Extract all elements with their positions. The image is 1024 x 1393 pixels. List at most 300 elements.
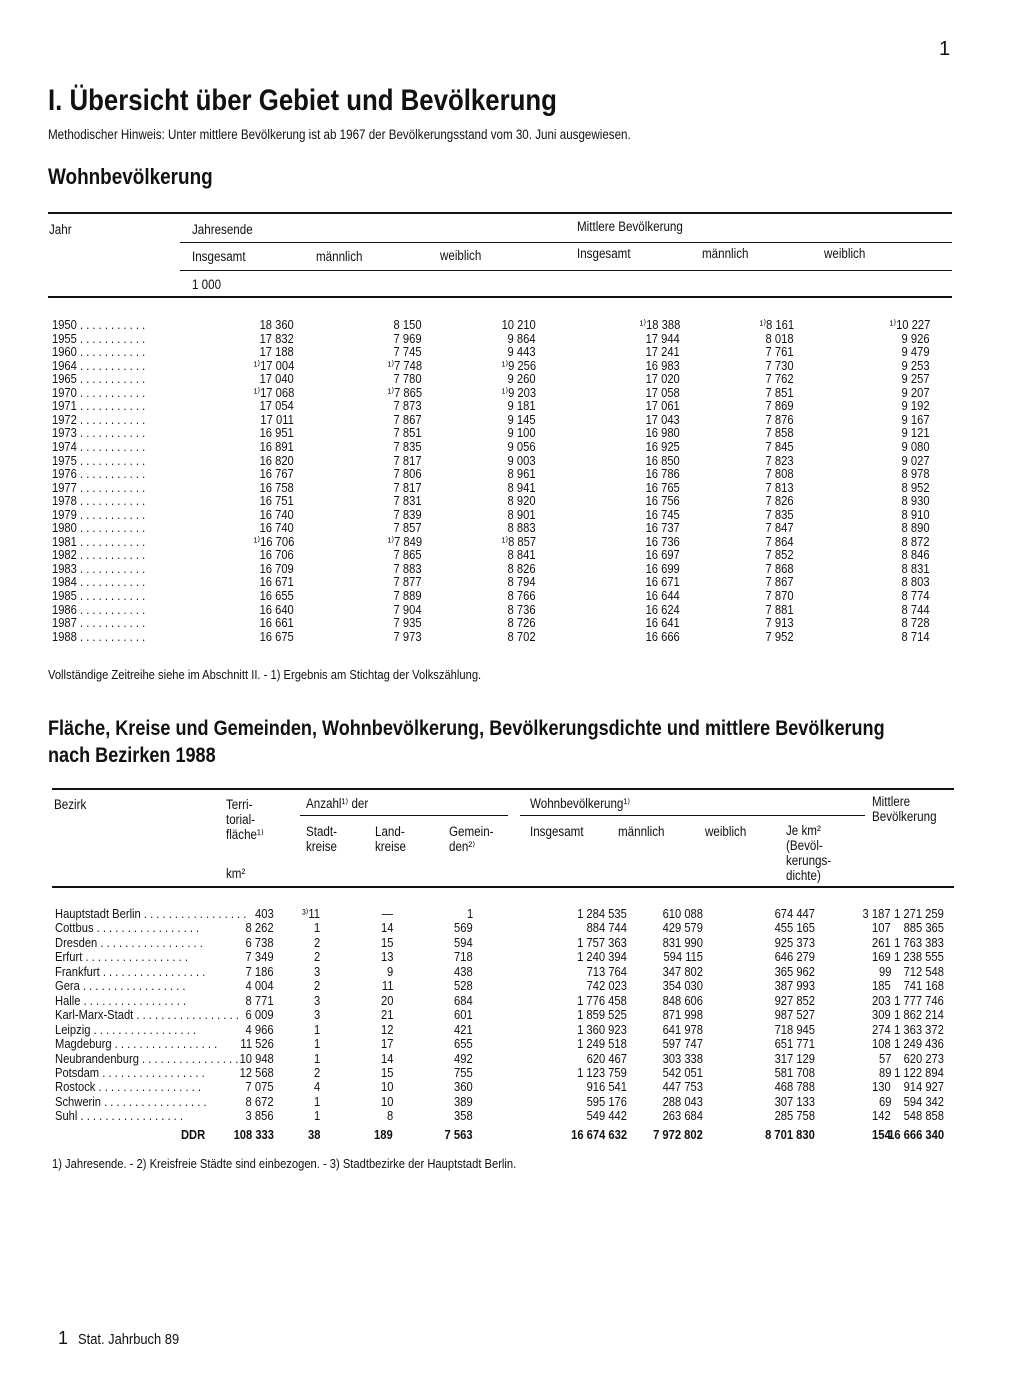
m_male-cell: 8 018 — [766, 330, 794, 346]
m_male-cell: 7 845 — [766, 438, 794, 454]
mid-cell: 620 273 — [903, 1050, 944, 1066]
total-cell: 1 776 458 — [577, 992, 627, 1008]
total-cell: 884 744 — [586, 920, 627, 936]
t1-header-year-end: Jahresende — [192, 222, 253, 237]
m_total-cell: 17 020 — [645, 371, 680, 387]
m_total-cell: ¹⁾18 388 — [639, 317, 680, 332]
m_male-cell: 7 730 — [766, 357, 794, 373]
year-cell: 1975 . . . . . . . . . . . — [52, 452, 146, 468]
m_male-cell: 7 952 — [766, 628, 794, 644]
area-cell: 4 966 — [246, 1021, 274, 1037]
female-cell: 581 708 — [774, 1064, 815, 1080]
female-cell: 8 736 — [508, 601, 536, 617]
total-cell: 16 709 — [259, 560, 294, 576]
m_female-cell: 9 080 — [902, 438, 930, 454]
table-row — [52, 359, 952, 373]
mun-cell: 528 — [454, 978, 473, 994]
area-cell: 8 262 — [246, 920, 274, 936]
m_male-cell: 7 852 — [766, 547, 794, 563]
mid-total-cell: 16 666 340 — [888, 1127, 944, 1142]
male-cell: 288 043 — [662, 1093, 703, 1109]
t2-header-city: Stadt- kreise — [306, 824, 337, 854]
male-cell: 594 115 — [663, 949, 703, 965]
mid-cell: 1 763 383 — [894, 934, 944, 950]
land-cell: 15 — [380, 934, 393, 950]
m_female-cell: 8 930 — [902, 493, 930, 509]
total-cell: 1 249 518 — [577, 1036, 627, 1052]
m_total-cell: 16 850 — [645, 452, 680, 468]
land-cell: — — [381, 906, 393, 921]
district-cell: Halle . . . . . . . . . . . . . . . . . — [55, 992, 187, 1008]
year-cell: 1971 . . . . . . . . . . . — [52, 398, 146, 414]
t2-header-land: Land- kreise — [375, 824, 406, 854]
female-cell: 651 771 — [774, 1036, 815, 1052]
table-row — [52, 440, 952, 454]
m_total-cell: 16 666 — [645, 628, 680, 644]
area-cell: 403 — [255, 906, 274, 921]
female-cell: 987 527 — [774, 1007, 815, 1023]
district-cell: Schwerin . . . . . . . . . . . . . . . . . — [55, 1093, 207, 1109]
year-cell: 1972 . . . . . . . . . . . — [52, 411, 146, 427]
t2-header-female: weiblich — [705, 824, 747, 839]
m_female-cell: 9 253 — [902, 357, 930, 373]
m_total-cell: 16 736 — [645, 533, 680, 549]
m_female-cell: 8 978 — [902, 466, 930, 482]
footer-number: 1 — [58, 1328, 69, 1348]
table-row — [52, 413, 952, 427]
m_total-cell: 16 737 — [645, 520, 680, 536]
total-cell: 1 240 394 — [577, 949, 627, 965]
male-cell: 7 780 — [394, 371, 422, 387]
year-cell: 1979 . . . . . . . . . . . — [52, 506, 146, 522]
female-cell: 307 133 — [774, 1093, 815, 1109]
m_total-cell: 16 765 — [645, 479, 680, 495]
female-cell: 9 864 — [508, 330, 536, 346]
m_male-cell: 7 876 — [766, 411, 794, 427]
m_female-cell: 8 846 — [902, 547, 930, 563]
t1-header-year: Jahr — [49, 222, 72, 237]
mun-total-cell: 7 563 — [445, 1127, 473, 1142]
table-row — [52, 562, 952, 576]
female-cell: 10 210 — [501, 317, 536, 332]
year-cell: 1965 . . . . . . . . . . . — [52, 371, 146, 387]
m_female-cell: 9 926 — [902, 330, 930, 346]
male-cell: 610 088 — [662, 906, 703, 921]
total-cell: 16 751 — [259, 493, 294, 509]
method-note: Methodischer Hinweis: Unter mittlere Bevölkerung ist ab 1967 der Bevölkerungsstand vom 30. Juni ausgewiesen. — [48, 127, 631, 142]
page-number: 1 — [939, 38, 951, 60]
table2-footnote: 1) Jahresende. - 2) Kreisfreie Städte sind einbezogen. - 3) Stadtbezirke der Hauptstadt Berlin. — [52, 1156, 517, 1171]
male-cell: 871 998 — [662, 1007, 703, 1023]
year-cell: 1982 . . . . . . . . . . . — [52, 547, 146, 563]
city-cell: 1 — [313, 1108, 320, 1124]
land-cell: 9 — [386, 963, 393, 979]
female-cell: 8 766 — [508, 588, 536, 603]
year-cell: 1950 . . . . . . . . . . . — [52, 317, 146, 332]
area-cell: 7 075 — [246, 1079, 274, 1095]
female-cell: ¹⁾9 203 — [501, 384, 536, 400]
m_female-cell: 8 952 — [902, 479, 930, 495]
female-cell: 925 373 — [774, 934, 815, 950]
density-cell: 69 — [878, 1093, 891, 1109]
city-cell: 4 — [313, 1079, 320, 1095]
total-cell: 17 011 — [260, 411, 294, 427]
area-cell: 7 349 — [246, 949, 274, 965]
table1-title: Wohnbevölkerung — [48, 164, 213, 189]
m_female-cell: 8 774 — [902, 588, 930, 603]
t1-header-female: weiblich — [440, 248, 482, 263]
district-cell: Magdeburg . . . . . . . . . . . . . . . . . — [55, 1036, 218, 1052]
mid-cell: 914 927 — [903, 1079, 944, 1095]
total-cell: 916 541 — [586, 1079, 627, 1095]
district-cell: Frankfurt . . . . . . . . . . . . . . . . . — [55, 963, 206, 979]
table-row — [55, 1080, 955, 1094]
table-row — [52, 630, 952, 644]
total-label-cell: DDR — [180, 1127, 205, 1142]
total-cell: 16 758 — [259, 479, 294, 495]
m_male-cell: 7 869 — [766, 398, 794, 414]
female-cell: 8 826 — [508, 560, 536, 576]
mid-cell: 741 168 — [903, 978, 944, 994]
table-row — [52, 318, 952, 332]
land-cell: 13 — [380, 949, 393, 965]
district-cell: Cottbus . . . . . . . . . . . . . . . . . — [55, 920, 200, 936]
year-cell: 1973 . . . . . . . . . . . — [52, 425, 146, 441]
year-cell: 1981 . . . . . . . . . . . — [52, 533, 146, 549]
year-cell: 1988 . . . . . . . . . . . — [52, 628, 146, 644]
male-cell: 542 051 — [662, 1064, 703, 1080]
land-cell: 20 — [380, 992, 393, 1008]
table-row — [52, 494, 952, 508]
mid-cell: 1 271 259 — [894, 906, 944, 921]
year-cell: 1985 . . . . . . . . . . . — [52, 588, 146, 603]
table2-title-line2: nach Bezirken 1988 — [48, 744, 216, 767]
table-row — [55, 965, 955, 979]
year-cell: 1980 . . . . . . . . . . . — [52, 520, 146, 536]
mid-cell: 885 365 — [903, 920, 944, 936]
m_male-cell: 7 826 — [766, 493, 794, 509]
female-cell: ¹⁾8 857 — [501, 533, 536, 549]
mun-cell: 601 — [454, 1007, 473, 1023]
male-cell: 7 839 — [394, 506, 422, 522]
m_female-cell: 9 479 — [902, 344, 930, 360]
m_male-cell: 7 851 — [766, 384, 794, 400]
land-cell: 12 — [380, 1021, 393, 1037]
district-cell: Karl-Marx-Stadt . . . . . . . . . . . . . . . . . — [55, 1007, 239, 1023]
m_male-cell: 7 913 — [766, 615, 794, 631]
density-cell: 130 — [872, 1079, 891, 1095]
mun-cell: 594 — [454, 934, 473, 950]
t1-header-unit: 1 000 — [192, 277, 222, 292]
female-cell: 9 100 — [508, 425, 536, 441]
land-cell: 10 — [380, 1093, 393, 1109]
male-cell: 641 978 — [662, 1021, 703, 1037]
year-cell: 1977 . . . . . . . . . . . — [52, 479, 146, 495]
total-cell: 16 740 — [259, 520, 294, 536]
t2-header-area-unit: km² — [226, 866, 246, 881]
table-row — [55, 1008, 955, 1022]
mun-cell: 718 — [454, 949, 473, 965]
table-row — [55, 1095, 955, 1109]
table2-body-rule — [52, 886, 954, 888]
footer-text: Stat. Jahrbuch 89 — [78, 1331, 180, 1348]
density-cell: 203 — [872, 992, 891, 1008]
total-cell: 16 891 — [259, 438, 294, 454]
mun-cell: 755 — [454, 1064, 473, 1080]
city-cell: 1 — [313, 1036, 320, 1052]
total-cell: 17 040 — [259, 371, 294, 387]
female-cell: 8 961 — [508, 466, 536, 482]
male-cell: 848 606 — [662, 992, 703, 1008]
m_total-cell: 17 043 — [645, 411, 680, 427]
male-cell: 447 753 — [662, 1079, 703, 1095]
table-row — [55, 907, 955, 921]
year-cell: 1960 . . . . . . . . . . . — [52, 344, 146, 360]
mun-cell: 569 — [454, 920, 473, 936]
total-total-cell: 16 674 632 — [571, 1127, 627, 1142]
area-total-cell: 108 333 — [233, 1127, 274, 1142]
m_total-cell: 17 944 — [645, 330, 680, 346]
m_male-cell: 7 881 — [766, 601, 794, 617]
total-cell: ¹⁾17 004 — [253, 357, 294, 373]
district-cell: Rostock . . . . . . . . . . . . . . . . . — [55, 1079, 201, 1095]
t1-header-total: Insgesamt — [192, 249, 246, 264]
area-cell: 10 948 — [239, 1050, 274, 1066]
t2-header-total: Insgesamt — [530, 824, 584, 839]
density-cell: 108 — [872, 1036, 891, 1052]
total-cell: 16 655 — [259, 588, 294, 603]
t2-header-count: Anzahl¹⁾ der — [306, 796, 369, 811]
density-cell: 185 — [872, 978, 891, 994]
m_female-cell: 9 207 — [902, 384, 930, 400]
female-cell: 387 993 — [774, 978, 815, 994]
m_female-cell: 8 744 — [902, 601, 930, 617]
male-cell: 7 817 — [394, 479, 422, 495]
year-cell: 1987 . . . . . . . . . . . — [52, 615, 146, 631]
table-row — [52, 535, 952, 549]
m_female-cell: 8 890 — [902, 520, 930, 536]
district-cell: Neubrandenburg . . . . . . . . . . . . . . . . . — [55, 1050, 245, 1066]
table-row — [52, 454, 952, 468]
m_female-cell: 9 027 — [902, 452, 930, 468]
city-cell: 1 — [313, 1093, 320, 1109]
land-cell: 17 — [380, 1036, 393, 1052]
table2-title-line1: Fläche, Kreise und Gemeinden, Wohnbevölkerung, Bevölkerungsdichte und mittlere Bevölkerung — [48, 717, 885, 740]
m_male-cell: 7 847 — [766, 520, 794, 536]
t2-count-rule — [300, 815, 508, 816]
t1-header-male: männlich — [316, 249, 363, 264]
mid-cell: 1 363 372 — [894, 1021, 944, 1037]
male-cell: ¹⁾7 865 — [387, 384, 422, 400]
table-row — [55, 1052, 955, 1066]
table-row — [52, 616, 952, 630]
table1-top-rule — [48, 212, 952, 214]
density-cell: 3 187 — [863, 906, 891, 921]
city-cell: 2 — [313, 949, 320, 965]
male-cell: 7 835 — [394, 438, 422, 454]
male-cell: ¹⁾7 748 — [387, 357, 422, 373]
male-cell: 7 851 — [394, 425, 422, 441]
t2-header-bezirk: Bezirk — [54, 797, 87, 812]
total-cell: 16 767 — [259, 466, 294, 482]
land-cell: 14 — [380, 1050, 393, 1066]
total-cell: 16 671 — [259, 574, 294, 590]
total-cell: 620 467 — [586, 1050, 627, 1066]
district-cell: Potsdam . . . . . . . . . . . . . . . . . — [55, 1064, 205, 1080]
year-cell: 1964 . . . . . . . . . . . — [52, 357, 146, 373]
table-row — [52, 603, 952, 617]
m_total-cell: 16 980 — [645, 425, 680, 441]
m_total-cell: 16 756 — [645, 493, 680, 509]
mun-cell: 1 — [466, 906, 473, 921]
m_total-cell: 16 925 — [645, 438, 680, 454]
male-cell: 8 150 — [394, 317, 422, 332]
area-cell: 8 672 — [246, 1093, 274, 1109]
female-cell: 8 794 — [508, 574, 536, 590]
female-cell: 8 941 — [508, 479, 536, 495]
m_female-cell: 9 257 — [902, 371, 930, 387]
total-cell: 16 675 — [259, 628, 294, 644]
area-cell: 11 526 — [240, 1036, 274, 1052]
female-cell: 674 447 — [774, 906, 815, 921]
m_male-cell: 7 858 — [766, 425, 794, 441]
mun-cell: 389 — [454, 1093, 473, 1109]
female-cell: 9 260 — [508, 371, 536, 387]
m_male-cell: 7 864 — [766, 533, 794, 549]
table-row — [55, 979, 955, 993]
female-cell: 8 901 — [508, 506, 536, 522]
district-cell: Hauptstadt Berlin . . . . . . . . . . . . . . . . . — [55, 906, 247, 921]
table-row — [52, 481, 952, 495]
density-cell: 107 — [872, 920, 891, 936]
total-cell: 713 764 — [586, 963, 627, 979]
m_female-cell: 8 831 — [902, 560, 930, 576]
mid-cell: 548 858 — [903, 1108, 944, 1124]
female-cell: 718 945 — [774, 1021, 815, 1037]
female-cell: 365 962 — [774, 963, 815, 979]
table-row — [52, 386, 952, 400]
area-cell: 3 856 — [246, 1108, 274, 1124]
male-cell: 7 973 — [394, 628, 422, 644]
total-cell: 742 023 — [586, 978, 627, 994]
m_male-cell: 7 823 — [766, 452, 794, 468]
table-row — [52, 589, 952, 603]
m_total-cell: 16 624 — [645, 601, 680, 617]
male-cell: 7 865 — [394, 547, 422, 563]
city-cell: 3 — [313, 992, 320, 1008]
male-cell: 7 877 — [394, 574, 422, 590]
land-cell: 21 — [380, 1007, 393, 1023]
female-cell: 9 181 — [508, 398, 536, 414]
area-cell: 8 771 — [246, 992, 274, 1008]
t2-header-mun: Gemein- den²⁾ — [449, 824, 494, 854]
table-row — [52, 426, 952, 440]
city-cell: 3 — [313, 963, 320, 979]
table-row — [55, 1023, 955, 1037]
female-cell: 646 279 — [774, 949, 815, 965]
total-cell: 595 176 — [586, 1093, 627, 1109]
m_male-cell: 7 870 — [766, 588, 794, 603]
male-cell: 7 889 — [394, 588, 422, 603]
area-cell: 12 568 — [239, 1064, 274, 1080]
male-cell: 347 802 — [662, 963, 703, 979]
female-cell: 455 165 — [774, 920, 815, 936]
land-cell: 14 — [380, 920, 393, 936]
density-cell: 274 — [872, 1021, 891, 1037]
year-cell: 1955 . . . . . . . . . . . — [52, 330, 146, 346]
m_female-cell: ¹⁾10 227 — [889, 317, 930, 332]
male-cell: 7 806 — [394, 466, 422, 482]
table2-body — [55, 907, 955, 1147]
male-cell: 7 904 — [394, 601, 422, 617]
t2-header-male: männlich — [618, 824, 665, 839]
m_total-cell: 16 644 — [645, 588, 680, 603]
year-cell: 1986 . . . . . . . . . . . — [52, 601, 146, 617]
female-cell: 8 702 — [508, 628, 536, 644]
area-cell: 6 009 — [246, 1007, 274, 1023]
t1-unit-rule — [180, 270, 952, 271]
year-cell: 1984 . . . . . . . . . . . — [52, 574, 146, 590]
mun-cell: 421 — [454, 1021, 473, 1037]
land-cell: 8 — [386, 1108, 393, 1124]
table-row — [52, 332, 952, 346]
m_male-cell: 7 808 — [766, 466, 794, 482]
m_male-cell: 7 762 — [766, 371, 794, 387]
section-title: I. Übersicht über Gebiet und Bevölkerung — [48, 84, 557, 117]
male-cell: 303 338 — [662, 1050, 703, 1066]
table1-footnote: Vollständige Zeitreihe siehe im Abschnitt II. - 1) Ergebnis am Stichtag der Volkszählung. — [48, 667, 482, 682]
district-cell: Leipzig . . . . . . . . . . . . . . . . . — [55, 1021, 197, 1037]
table2-top-rule — [52, 788, 954, 790]
table-row — [52, 467, 952, 481]
year-cell: 1976 . . . . . . . . . . . — [52, 466, 146, 482]
t1-header-mid-male: männlich — [702, 246, 749, 261]
district-cell: Gera . . . . . . . . . . . . . . . . . — [55, 978, 186, 994]
city-cell: 3 — [313, 1007, 320, 1023]
m_male-cell: 7 867 — [766, 574, 794, 590]
t2-header-mid: Mittlere Bevölkerung — [872, 794, 937, 824]
t2-pop-rule — [520, 815, 865, 816]
district-cell: Suhl . . . . . . . . . . . . . . . . . — [55, 1108, 183, 1124]
total-cell: 1 284 535 — [577, 906, 627, 921]
female-total-cell: 8 701 830 — [765, 1127, 815, 1142]
mun-cell: 655 — [454, 1036, 473, 1052]
male-cell: 7 883 — [394, 560, 422, 576]
female-cell: 8 883 — [508, 520, 536, 536]
density-cell: 57 — [878, 1050, 891, 1066]
area-cell: 6 738 — [246, 934, 274, 950]
m_male-cell: 7 835 — [766, 506, 794, 522]
total-cell: 1 757 363 — [577, 934, 627, 950]
male-cell: 7 745 — [394, 344, 422, 360]
male-cell: 7 935 — [394, 615, 422, 631]
table-row — [52, 508, 952, 522]
table-row — [52, 548, 952, 562]
city-cell: 2 — [313, 978, 320, 994]
mun-cell: 438 — [454, 963, 473, 979]
land-cell: 11 — [381, 978, 393, 994]
city-cell: 1 — [313, 1021, 320, 1037]
male-cell: 7 969 — [394, 330, 422, 346]
land-cell: 15 — [380, 1064, 393, 1080]
city-cell: ³⁾11 — [301, 906, 320, 921]
land-total-cell: 189 — [374, 1127, 393, 1142]
m_total-cell: 16 641 — [645, 615, 680, 631]
table-row — [55, 1109, 955, 1123]
m_female-cell: 9 121 — [902, 425, 930, 441]
mun-cell: 358 — [454, 1108, 473, 1124]
male-cell: 7 857 — [394, 520, 422, 536]
